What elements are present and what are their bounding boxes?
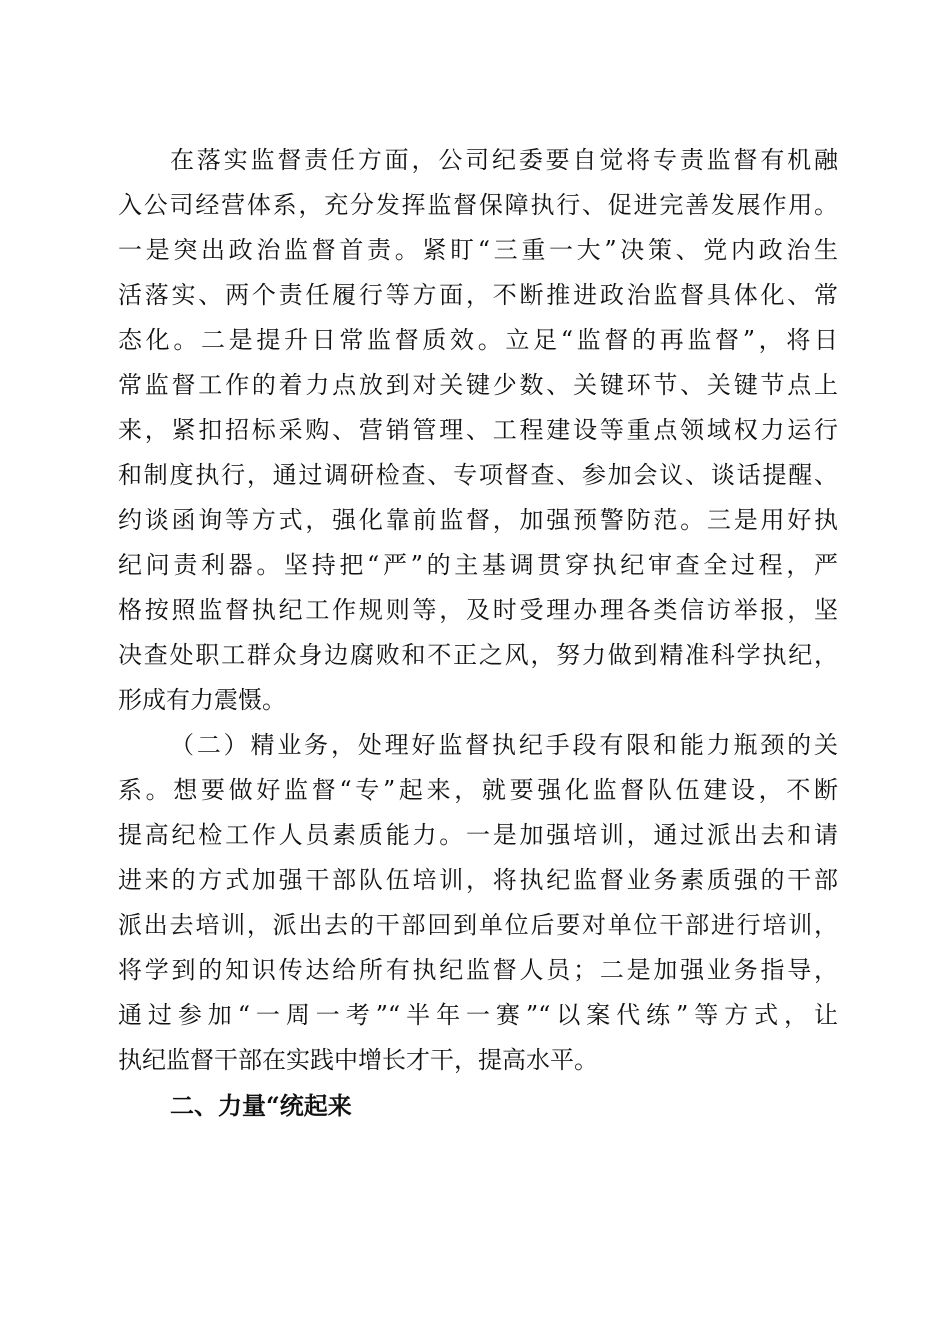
paragraph-1-line-11: 格按照监督执纪工作规则等，及时受理办理各类信访举报，坚 xyxy=(118,596,838,624)
paragraph-1-line-8: 和制度执行，通过调研检查、专项督查、参加会议、谈话提醒、 xyxy=(118,461,838,489)
paragraph-2-line-4: 进来的方式加强干部队伍培训，将执纪监督业务素质强的干部 xyxy=(118,866,838,894)
paragraph-1-line-13: 形成有力震慑。 xyxy=(118,686,286,714)
paragraph-2-line-5: 派出去培训，派出去的干部回到单位后要对单位干部进行培训， xyxy=(118,911,838,939)
paragraph-1-line-2: 入公司经营体系，充分发挥监督保障执行、促进完善发展作用。 xyxy=(118,191,838,219)
paragraph-1-line-10: 纪问责利器。坚持把“严”的主基调贯穿执纪审查全过程，严 xyxy=(118,551,838,579)
paragraph-1-line-7: 来，紧扣招标采购、营销管理、工程建设等重点领域权力运行 xyxy=(118,416,838,444)
paragraph-2-line-7: 通过参加“一周一考”“半年一赛”“以案代练”等方式，让 xyxy=(118,1001,838,1029)
paragraph-1-line-4: 活落实、两个责任履行等方面，不断推进政治监督具体化、常 xyxy=(118,281,838,309)
paragraph-1-line-9: 约谈函询等方式，强化靠前监督，加强预警防范。三是用好执 xyxy=(118,506,838,534)
section-heading: 二、力量“统起来 xyxy=(170,1091,352,1120)
paragraph-1-line-1: 在落实监督责任方面，公司纪委要自觉将专责监督有机融 xyxy=(170,146,838,174)
paragraph-2-line-1: （二）精业务，处理好监督执纪手段有限和能力瓶颈的关 xyxy=(170,731,838,759)
paragraph-1-line-6: 常监督工作的着力点放到对关键少数、关键环节、关键节点上 xyxy=(118,371,838,399)
paragraph-2-line-3: 提高纪检工作人员素质能力。一是加强培训，通过派出去和请 xyxy=(118,821,838,849)
paragraph-1-line-5: 态化。二是提升日常监督质效。立足“监督的再监督”，将日 xyxy=(118,326,838,354)
paragraph-1-line-12: 决查处职工群众身边腐败和不正之风，努力做到精准科学执纪， xyxy=(118,641,838,669)
paragraph-2-line-2: 系。想要做好监督“专”起来，就要强化监督队伍建设，不断 xyxy=(118,776,838,804)
paragraph-2-line-8: 执纪监督干部在实践中增长才干，提高水平。 xyxy=(118,1046,598,1074)
paragraph-2-line-6: 将学到的知识传达给所有执纪监督人员；二是加强业务指导， xyxy=(118,956,838,984)
paragraph-1-line-3: 一是突出政治监督首责。紧盯“三重一大”决策、党内政治生 xyxy=(118,236,838,264)
